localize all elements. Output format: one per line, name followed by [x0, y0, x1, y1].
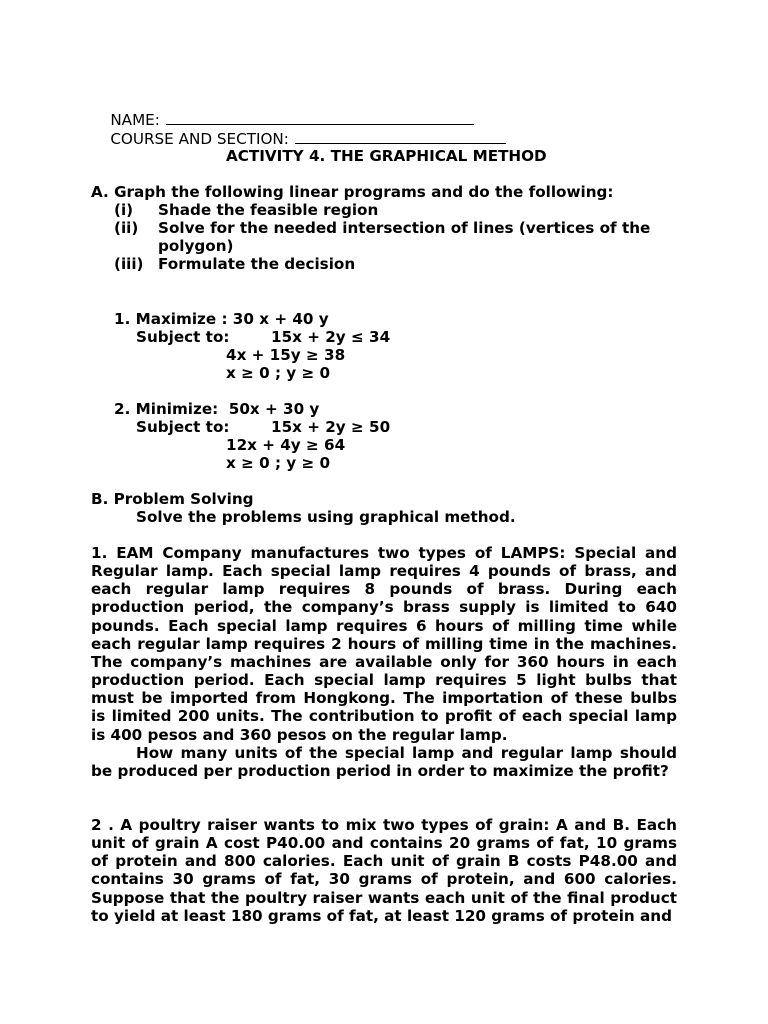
lp2-constraint: 12x + 4y ≥ 64: [226, 436, 346, 454]
lp1-subject-label: Subject to:: [136, 328, 230, 346]
problem-2-text: [91, 816, 677, 925]
problem-1-paragraph: 1. EAM Company manufactures two types of LAMPS: Special and Regular lamp. Each special lamp requires 4 pounds of brass, and each regular lamp requires 8 pounds of brass. During each production period, the company’s brass supply is limited to 640 pounds. Each special lamp requires 6 hours of milling time while each regular lamp requires 2 hours of milling time in the machines. The company’s machines are available only for 360 hours in each production period. Each special lamp requires 5 light bulbs that must be imported from Hongkong. The importation of these bulbs is limited 200 units. The contribution to profit of each special lamp is 400 pesos and 360 pesos on the regular lamp.: [91, 544, 677, 744]
item-text: Solve for the needed intersection of lines (vertices of the: [158, 219, 651, 237]
lp1-objective: 1. Maximize : 30 x + 40 y: [114, 310, 329, 328]
problem-1-text: [91, 544, 677, 780]
lp2-objective: 2. Minimize: 50x + 30 y: [114, 400, 320, 418]
item-text: Formulate the decision: [158, 255, 356, 273]
page-title: ACTIVITY 4. THE GRAPHICAL METHOD: [226, 147, 547, 165]
section-b-instruction: Solve the problems using graphical method.: [136, 508, 516, 526]
problem-1-question: How many units of the special lamp and regular lamp should be produced per production period in order to maximize the profit?: [91, 743, 677, 780]
course-label: COURSE AND SECTION:: [110, 130, 289, 148]
item-num: (iii): [114, 255, 144, 273]
lp2-constraint: 15x + 2y ≥ 50: [271, 418, 391, 436]
lp2-constraint: x ≥ 0 ; y ≥ 0: [226, 454, 331, 472]
item-text: Shade the feasible region: [158, 201, 379, 219]
lp1-constraint: x ≥ 0 ; y ≥ 0: [226, 364, 331, 382]
problem-2-paragraph: 2 . A poultry raiser wants to mix two types of grain: A and B. Each unit of grain A cost P40.00 and contains 20 grams of fat, 10 grams of protein and 800 calories. Each unit of grain B costs P48.00 and contains 30 grams of fat, 30 grams of protein, and 600 calories. Suppose that the poultry raiser wants each unit of the final product to yield at least 180 grams of fat, at least 120 grams of protein and: [91, 816, 677, 925]
section-b-heading: B. Problem Solving: [91, 490, 254, 508]
lp2-subject-label: Subject to:: [136, 418, 230, 436]
lp1-constraint: 15x + 2y ≤ 34: [271, 328, 391, 346]
item-num: (i): [114, 201, 134, 219]
item-num: (ii): [114, 219, 139, 237]
course-blank: [295, 129, 506, 144]
lp1-constraint: 4x + 15y ≥ 38: [226, 346, 346, 364]
section-a-heading: A. Graph the following linear programs and do the following:: [91, 183, 614, 201]
item-text: polygon): [158, 237, 234, 255]
name-label: NAME:: [110, 111, 160, 129]
